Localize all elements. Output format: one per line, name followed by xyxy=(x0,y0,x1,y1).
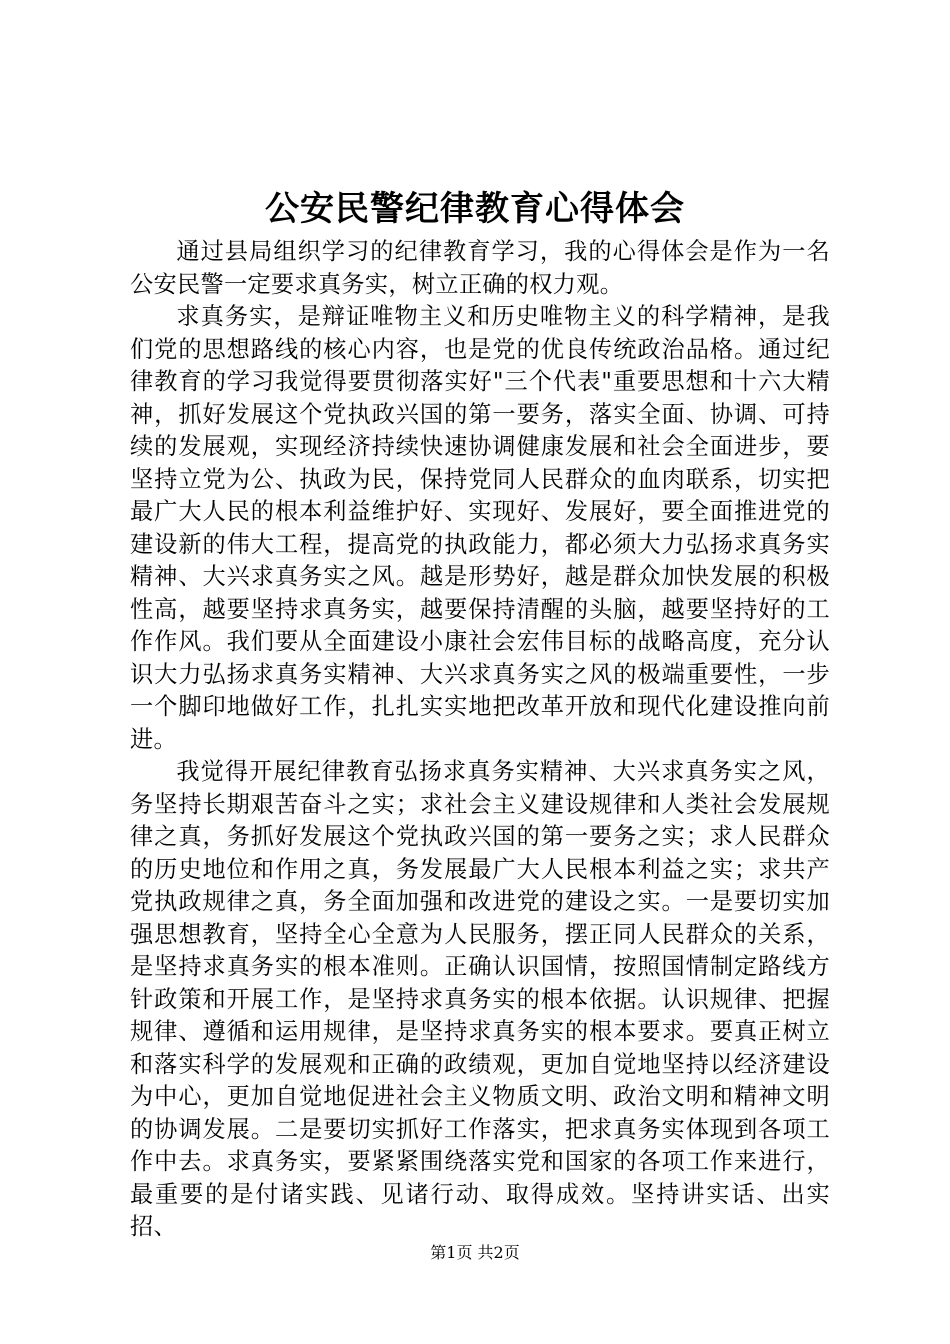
document-body xyxy=(130,236,830,1244)
paragraph-intro: 通过县局组织学习的纪律教育学习，我的心得体会是作为一名公安民警一定要求真务实，树立正确的权力观。 xyxy=(130,238,830,298)
paragraph-discipline-education: 我觉得开展纪律教育弘扬求真务实精神、大兴求真务实之风，务坚持长期艰苦奋斗之实；求社会主义建设规律和人类社会发展规律之真，务抓好发展这个党执政兴国的第一要务之实；求人民群众的历史地位和作用之真，务发展最广大人民根本利益之实；求共产党执政规律之真，务全面加强和改进党的建设之实。一是要切实加强思想教育，坚持全心全意为人民服务，摆正同人民群众的关系，是坚持求真务实的根本准则。正确认识国情，按照国情制定路线方针政策和开展工作，是坚持求真务实的根本依据。认识规律、把握规律、遵循和运用规律，是坚持求真务实的根本要求。要真正树立和落实科学的发展观和正确的政绩观，更加自觉地坚持以经济建设为中心，更加自觉地促进社会主义物质文明、政治文明和精神文明的协调发展。二是要切实抓好工作落实，把求真务实体现到各项工作中去。求真务实，要紧紧围绕落实党和国家的各项工作来进行，最重要的是付诸实践、见诸行动、取得成效。坚持讲实话、出实招、 xyxy=(130,758,830,1240)
page-number-footer: 第1页 共2页 xyxy=(430,1243,520,1262)
paragraph-seeking-truth: 求真务实，是辩证唯物主义和历史唯物主义的科学精神，是我们党的思想路线的核心内容，也是党的优良传统政治品格。通过纪律教育的学习我觉得要贯彻落实好"三个代表"重要思想和十六大精神，抓好发展这个党执政兴国的第一要务，落实全面、协调、可持续的发展观，实现经济持续快速协调健康发展和社会全面进步，要坚持立党为公、执政为民，保持党同人民群众的血肉联系，切实把最广大人民的根本利益维护好、实现好、发展好，要全面推进党的建设新的伟大工程，提高党的执政能力，都必须大力弘扬求真务实精神、大兴求真务实之风。越是形势好，越是群众加快发展的积极性高，越要坚持求真务实，越要保持清醒的头脑，越要坚持好的工作作风。我们要从全面建设小康社会宏伟目标的战略高度，充分认识大力弘扬求真务实精神、大兴求真务实之风的极端重要性，一步一个脚印地做好工作，扎扎实实地把改革开放和现代化建设推向前进。 xyxy=(130,303,830,753)
document-title: 公安民警纪律教育心得体会 xyxy=(265,189,685,229)
